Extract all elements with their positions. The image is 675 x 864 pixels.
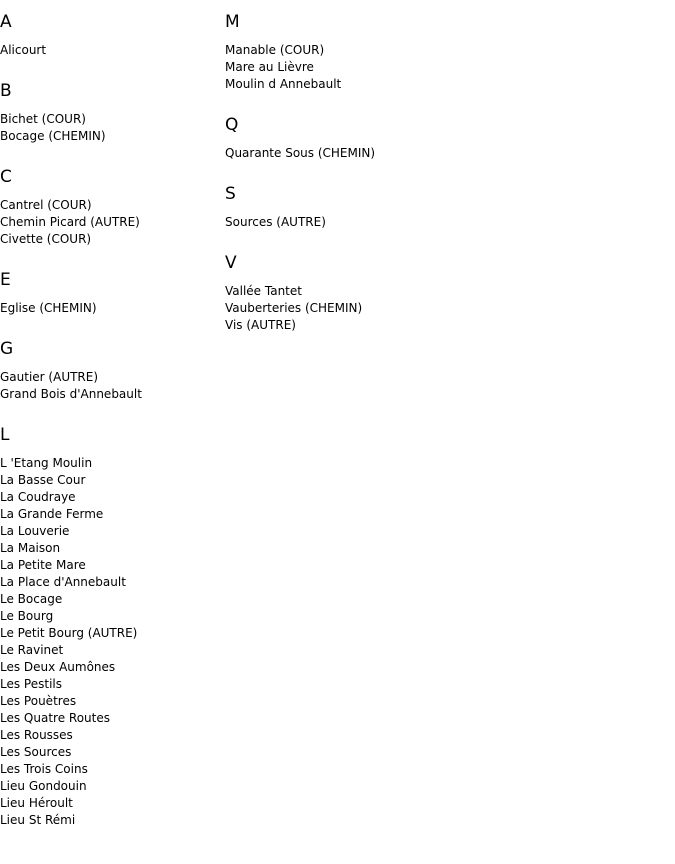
place-entry-link[interactable]: Gautier (AUTRE): [0, 370, 99, 384]
place-entry-link[interactable]: Bichet (COUR): [0, 112, 86, 126]
section-letter-heading: Q: [225, 115, 239, 135]
index-section: [0, 167, 220, 248]
index-section: [0, 12, 220, 59]
section-letter-heading: M: [225, 12, 240, 32]
place-entry-link[interactable]: La Grande Ferme: [0, 507, 104, 521]
place-entry-link[interactable]: Grand Bois d'Annebault: [0, 387, 142, 401]
place-entry-link[interactable]: Les Rousses: [0, 728, 73, 742]
entry-list: [225, 42, 665, 93]
section-letter-heading: E: [0, 270, 11, 290]
index-section: [0, 425, 220, 829]
entry-list: [225, 145, 665, 162]
index-section: [0, 270, 220, 317]
place-entry-link[interactable]: Les Pouètres: [0, 694, 77, 708]
place-entry-link[interactable]: Lieu St Rémi: [0, 813, 76, 827]
place-entry-link[interactable]: Vallée Tantet: [225, 284, 302, 298]
entry-list: [0, 197, 220, 248]
place-entry-link[interactable]: Eglise (CHEMIN): [0, 301, 97, 315]
place-entry-link[interactable]: Les Sources: [0, 745, 72, 759]
place-entry-link[interactable]: La Basse Cour: [0, 473, 86, 487]
entry-list: [0, 455, 220, 829]
entry-list: [225, 283, 665, 334]
place-entry-link[interactable]: Chemin Picard (AUTRE): [0, 215, 140, 229]
place-entry-link[interactable]: Quarante Sous (CHEMIN): [225, 146, 376, 160]
place-entry-link[interactable]: Le Bocage: [0, 592, 63, 606]
section-letter-heading: C: [0, 167, 12, 187]
place-entry-link[interactable]: Lieu Gondouin: [0, 779, 87, 793]
place-entry-link[interactable]: Lieu Héroult: [0, 796, 73, 810]
place-entry-link[interactable]: Cantrel (COUR): [0, 198, 92, 212]
place-entry-link[interactable]: Vauberteries (CHEMIN): [225, 301, 363, 315]
entry-list: [0, 111, 220, 145]
index-section: [0, 339, 220, 403]
place-entry-link[interactable]: Alicourt: [0, 43, 47, 57]
index-section: [225, 184, 665, 231]
place-entry-link[interactable]: Vis (AUTRE): [225, 318, 296, 332]
entry-list: [0, 300, 220, 317]
place-entry-link[interactable]: La Coudraye: [0, 490, 76, 504]
place-entry-link[interactable]: La Louverie: [0, 524, 70, 538]
index-column-left: [0, 12, 220, 851]
section-letter-heading: V: [225, 253, 237, 273]
place-entry-link[interactable]: L 'Etang Moulin: [0, 456, 93, 470]
place-entry-link[interactable]: Manable (COUR): [225, 43, 325, 57]
index-column-right: [225, 12, 665, 356]
place-entry-link[interactable]: Moulin d Annebault: [225, 77, 342, 91]
section-letter-heading: A: [0, 12, 12, 32]
place-entry-link[interactable]: Le Ravinet: [0, 643, 64, 657]
section-letter-heading: L: [0, 425, 10, 445]
place-entry-link[interactable]: Civette (COUR): [0, 232, 92, 246]
place-entry-link[interactable]: Le Bourg: [0, 609, 54, 623]
entry-list: [0, 42, 220, 59]
place-entry-link[interactable]: La Petite Mare: [0, 558, 86, 572]
section-letter-heading: S: [225, 184, 236, 204]
section-letter-heading: G: [0, 339, 14, 359]
place-entry-link[interactable]: Les Quatre Routes: [0, 711, 110, 725]
place-entry-link[interactable]: La Maison: [0, 541, 61, 555]
place-entry-link[interactable]: La Place d'Annebault: [0, 575, 126, 589]
entry-list: [0, 369, 220, 403]
place-entry-link[interactable]: Le Petit Bourg (AUTRE): [0, 626, 138, 640]
index-section: [225, 12, 665, 93]
index-section: [225, 115, 665, 162]
section-letter-heading: B: [0, 81, 12, 101]
index-section: [225, 253, 665, 334]
place-entry-link[interactable]: Bocage (CHEMIN): [0, 129, 106, 143]
index-section: [0, 81, 220, 145]
place-entry-link[interactable]: Mare au Lièvre: [225, 60, 314, 74]
place-entry-link[interactable]: Les Trois Coins: [0, 762, 88, 776]
place-entry-link[interactable]: Sources (AUTRE): [225, 215, 326, 229]
place-entry-link[interactable]: Les Pestils: [0, 677, 62, 691]
place-entry-link[interactable]: Les Deux Aumônes: [0, 660, 116, 674]
entry-list: [225, 214, 665, 231]
